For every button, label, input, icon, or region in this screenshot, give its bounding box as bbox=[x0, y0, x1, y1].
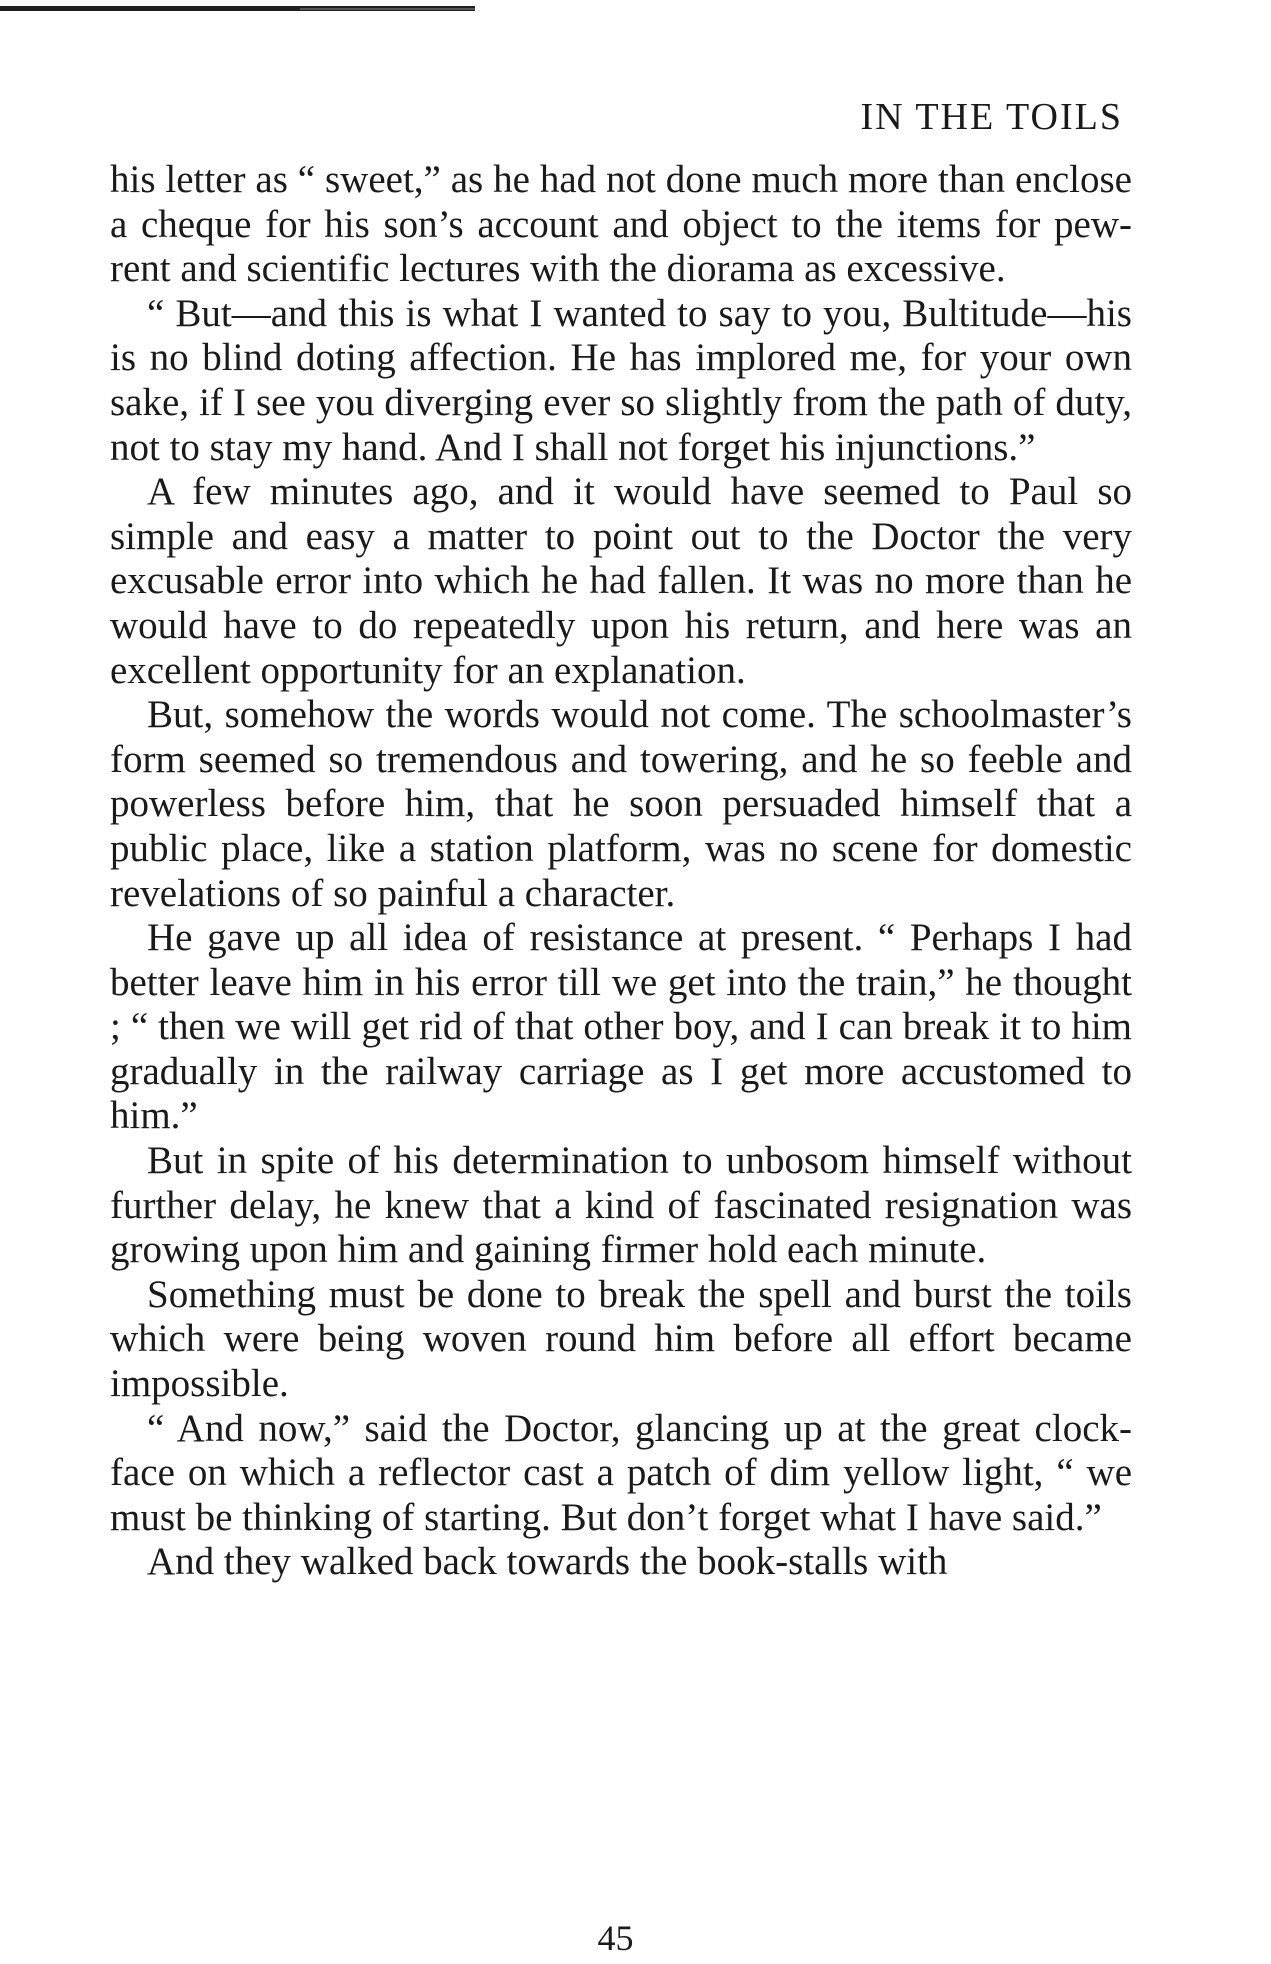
top-rule-tail bbox=[300, 8, 475, 10]
paragraph: But, somehow the words would not come. The schoolmaster’s form seemed so tremendous and towering, and he so feeble and powerless before him, that he soon persuaded himself that a public place, like a station platform, was no scene for domestic revelations of so painful a character. bbox=[110, 693, 1132, 915]
paragraph: “ And now,” said the Doctor, glancing up at the great clock-face on which a reflector cast a patch of dim yellow light, “ we must be thinking of starting. But don’t forget what I have said.” bbox=[110, 1406, 1132, 1539]
running-head: IN THE TOILS bbox=[860, 96, 1123, 138]
paragraph: A few minutes ago, and it would have seemed to Paul so simple and easy a matter to point out to the Doctor the very excusable error into which he had fallen. It was no more than he would have to do repeatedly upon his return, and here was an excellent opportunity for an explanation. bbox=[110, 470, 1132, 692]
page-number: 45 bbox=[597, 1918, 634, 1958]
paragraph: his letter as “ sweet,” as he had not done much more than enclose a cheque for his son’s account and object to the items for pew-rent and scientific lectures with the diorama as excessive. bbox=[110, 158, 1132, 291]
paragraph: And they walked back towards the book-stalls with bbox=[147, 1540, 948, 1584]
paragraph: Something must be done to break the spell and burst the toils which were being woven round him before all effort became impossible. bbox=[110, 1272, 1132, 1406]
paragraph: But in spite of his determination to unbosom himself without further delay, he knew that a kind of fascinated resignation was growing upon him and gaining firmer hold each minute. bbox=[110, 1139, 1132, 1272]
body-text bbox=[110, 158, 1132, 1585]
paragraph: “ But—and this is what I wanted to say to you, Bultitude—his is no blind doting affection. He has implored me, for your own sake, if I see you diverging ever so slightly from the path of duty, not to stay my hand. And I shall not forget his injunctions.” bbox=[110, 291, 1132, 469]
paragraph: He gave up all idea of resistance at present. “ Perhaps I had better leave him in his error till we get into the train,” he thought ; “ then we will get rid of that other boy, and I can break it to him gradually in the railway carriage as I get more accustomed to him.” bbox=[110, 916, 1132, 1138]
